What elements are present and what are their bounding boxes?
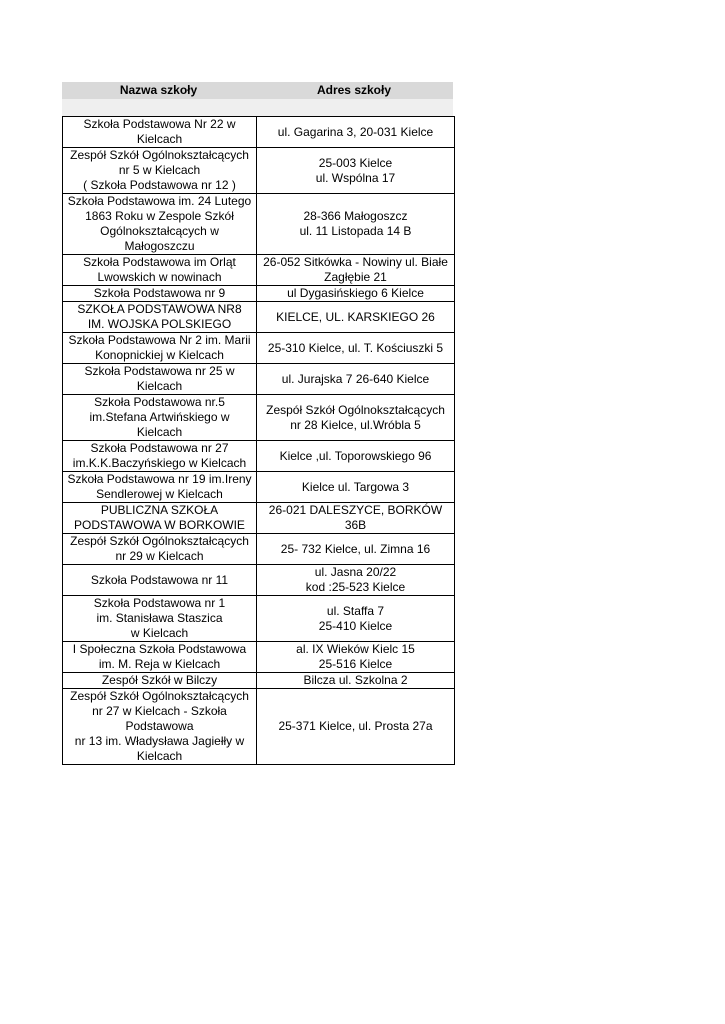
school-address-cell: al. IX Wieków Kielc 15 25-516 Kielce [257,642,455,673]
school-address-cell: 25- 732 Kielce, ul. Zimna 16 [257,534,455,565]
school-address-cell: 25-310 Kielce, ul. T. Kościuszki 5 [257,333,455,364]
table-row [63,642,455,673]
header-spacer-row [62,99,453,116]
school-address-cell: ul. Jasna 20/22 kod :25-523 Kielce [257,565,455,596]
table-row [63,302,455,333]
school-name-cell: PUBLICZNA SZKOŁA PODSTAWOWA W BORKOWIE [63,503,257,534]
school-address-cell: 25-003 Kielce ul. Wspólna 17 [257,148,455,194]
table-row [63,441,455,472]
schools-table-body [63,117,455,765]
table-row [63,472,455,503]
school-name-cell: Szkoła Podstawowa Nr 22 w Kielcach [63,117,257,148]
table-row [63,673,455,689]
schools-table [62,116,455,765]
school-address-cell: ul. Jurajska 7 26-640 Kielce [257,364,455,395]
school-name-cell: Szkoła Podstawowa im Orląt Lwowskich w nowinach [63,255,257,286]
school-address-cell: Zespół Szkół Ogólnokształcących nr 28 Kielce, ul.Wróbla 5 [257,395,455,441]
school-address-cell: 28-366 Małogoszcz ul. 11 Listopada 14 B [257,194,455,255]
school-address-cell: ul. Staffa 7 25-410 Kielce [257,596,455,642]
school-name-cell: Szkoła Podstawowa nr 27 im.K.K.Baczyńskiego w Kielcach [63,441,257,472]
table-row [63,395,455,441]
school-address-cell: ul Dygasińskiego 6 Kielce [257,286,455,302]
school-name-cell: Zespół Szkół w Bilczy [63,673,257,689]
school-name-cell: I Społeczna Szkoła Podstawowa im. M. Reja w Kielcach [63,642,257,673]
table-row [63,503,455,534]
school-name-cell: Szkoła Podstawowa nr 25 w Kielcach [63,364,257,395]
school-address-cell: KIELCE, UL. KARSKIEGO 26 [257,302,455,333]
school-name-cell: Szkoła Podstawowa Nr 2 im. Marii Konopnickiej w Kielcach [63,333,257,364]
school-name-cell: Zespół Szkół Ogólnokształcących nr 5 w Kielcach ( Szkoła Podstawowa nr 12 ) [63,148,257,194]
school-address-cell: Kielce ,ul. Toporowskiego 96 [257,441,455,472]
school-address-cell: Kielce ul. Targowa 3 [257,472,455,503]
school-name-cell: SZKOŁA PODSTAWOWA NR8 IM. WOJSKA POLSKIEGO [63,302,257,333]
school-name-cell: Szkoła Podstawowa nr.5 im.Stefana Artwińskiego w Kielcach [63,395,257,441]
table-row [63,534,455,565]
school-address-cell: Bilcza ul. Szkolna 2 [257,673,455,689]
table-row [63,286,455,302]
table-row [63,596,455,642]
school-name-cell: Zespół Szkół Ogólnokształcących nr 27 w Kielcach - Szkoła Podstawowa nr 13 im. Władysława Jagiełły w Kielcach [63,689,257,765]
school-address-cell: 26-021 DALESZYCE, BORKÓW 36B [257,503,455,534]
table-row [63,255,455,286]
table-row [63,364,455,395]
school-name-cell: Zespół Szkół Ogólnokształcących nr 29 w Kielcach [63,534,257,565]
column-header-school-address: Adres szkoły [316,83,392,97]
table-header [62,82,453,99]
school-name-cell: Szkoła Podstawowa nr 11 [63,565,257,596]
table-row [63,117,455,148]
school-name-cell: Szkoła Podstawowa im. 24 Lutego 1863 Roku w Zespole Szkół Ogólnokształcących w Małogoszczu [63,194,257,255]
school-address-cell: 25-371 Kielce, ul. Prosta 27a [257,689,455,765]
school-name-cell: Szkoła Podstawowa nr 1 im. Stanisława Staszica w Kielcach [63,596,257,642]
table-row [63,565,455,596]
school-address-cell: ul. Gagarina 3, 20-031 Kielce [257,117,455,148]
table-row [63,333,455,364]
table-row [63,194,455,255]
column-header-school-name: Nazwa szkoły [119,83,198,97]
table-row [63,148,455,194]
table-row [63,689,455,765]
school-name-cell: Szkoła Podstawowa nr 19 im.Ireny Sendlerowej w Kielcach [63,472,257,503]
school-address-cell: 26-052 Sitkówka - Nowiny ul. Białe Zagłębie 21 [257,255,455,286]
school-name-cell: Szkoła Podstawowa nr 9 [63,286,257,302]
